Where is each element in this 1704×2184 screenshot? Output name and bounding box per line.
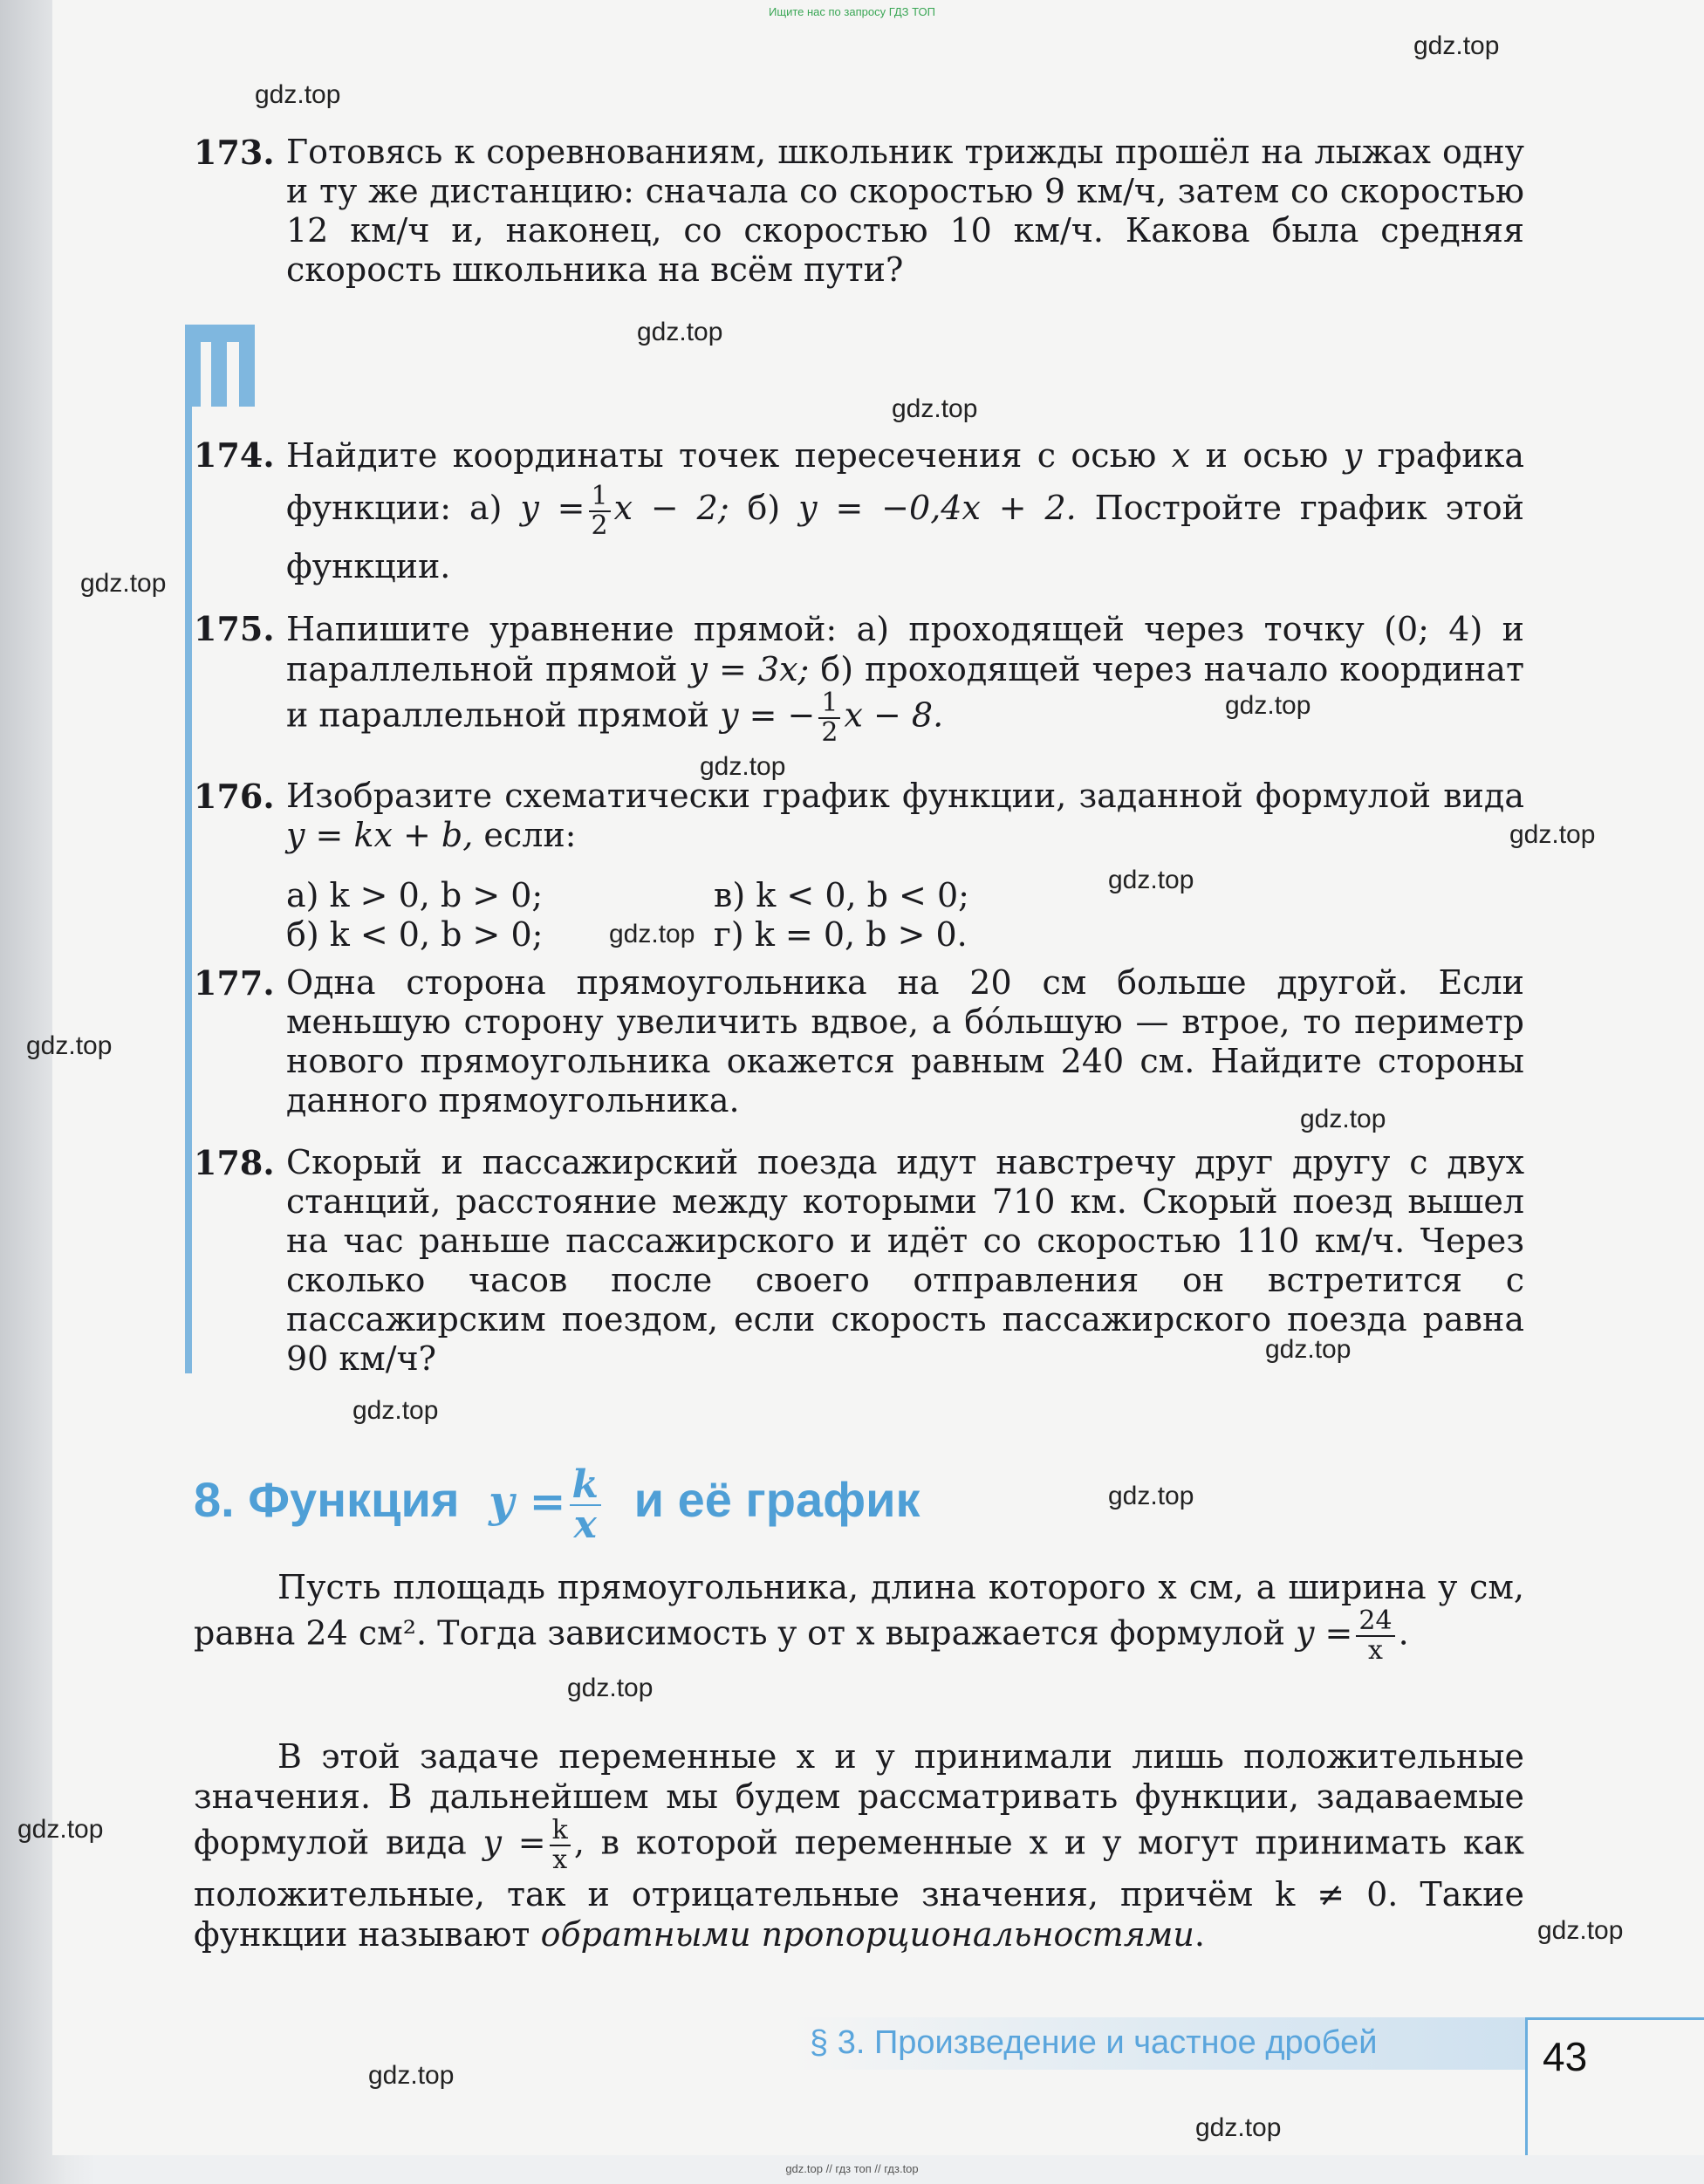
watermark: gdz.top <box>1413 31 1500 60</box>
problem-174: 174. Найдите координаты точек пересечения с осью x и осью y графика функции: а) y = $\frac{1}{2}$ x − 2; б) y = −0,4x + 2. Постройте график этой функции. <box>194 429 1524 592</box>
p-badge-icon <box>185 325 255 407</box>
watermark: gdz.top <box>368 2061 455 2090</box>
watermark: gdz.top <box>1108 1482 1194 1510</box>
option: в) k < 0, b < 0; <box>714 876 969 914</box>
problem-number: 173. <box>194 133 275 172</box>
problem-number: 174. <box>194 435 275 475</box>
option: а) k > 0, b > 0; <box>286 876 544 914</box>
option: б) k < 0, b > 0; <box>286 915 544 954</box>
page-number: 43 <box>1543 2034 1588 2079</box>
paragraph: В этой задаче переменные x и y принимали лишь положительные значения. В дальнейшем мы будем рассматривать функции, задаваемые формулой вида y = $\frac{k}{x}$ , в которой переменные x и y могут принимать как положительные, так и отрицательные значения, причём k ≠ 0. Такие функции называют обратными пропорциональностями. <box>194 1737 1525 1954</box>
heading-formula: y = $\frac{k}{x}$ <box>489 1475 605 1527</box>
watermark: gdz.top <box>700 752 786 781</box>
watermark: gdz.top <box>1265 1335 1352 1364</box>
problem-number: 177. <box>194 963 275 1003</box>
watermark: gdz.top <box>637 318 723 346</box>
chapter-title: § 3. Произведение и частное дробей <box>810 2024 1378 2061</box>
problem-number: 178. <box>194 1143 275 1182</box>
watermark: gdz.top <box>609 920 695 948</box>
problem-text: Одна сторона прямоугольника на 20 см больше другой. Если меньшую сторону увеличить вдвое, а бóльшую — втрое, то периметр нового прямоугольника окажется равным 240 см. Найдите стороны данного прямоугольника. <box>286 963 1524 1119</box>
problem-177 <box>194 963 1524 1120</box>
top-banner[interactable]: Ищите нас по запросу ГДЗ ТОП <box>769 5 935 18</box>
watermark: gdz.top <box>567 1674 654 1702</box>
section-heading: 8. Функция y = $\frac{k}{x}$ и её график <box>194 1462 920 1547</box>
problem-text: Готовясь к соревнованиям, школьник трижды прошёл на лыжах одну и ту же дистанцию: сначала со скоростью 9 км/ч, затем со скоростью 12 км/ч и, наконец, со скоростью 10 км/ч. Какова была средняя скорость школьника на всём пути? <box>286 133 1524 289</box>
footer-links[interactable]: gdz.top // гдз топ // гдз.top <box>785 2162 919 2175</box>
section-bar <box>185 342 192 1373</box>
watermark: gdz.top <box>1195 2113 1282 2142</box>
watermark: gdz.top <box>352 1396 439 1425</box>
watermark: gdz.top <box>1537 1916 1624 1945</box>
watermark: gdz.top <box>892 394 978 423</box>
fraction: $\frac{1}{2}$ <box>589 483 611 540</box>
watermark: gdz.top <box>1108 866 1194 894</box>
option: г) k = 0, b > 0. <box>714 915 968 954</box>
problem-178 <box>194 1143 1524 1379</box>
watermark: gdz.top <box>1225 691 1311 720</box>
watermark: gdz.top <box>17 1815 104 1844</box>
fraction: $\frac{k}{x}$ <box>550 1817 571 1874</box>
watermark: gdz.top <box>1300 1105 1386 1133</box>
watermark: gdz.top <box>255 80 341 109</box>
problem-number: 175. <box>194 609 275 648</box>
paragraph: Пусть площадь прямоугольника, длина которого x см, а ширина y см, равна 24 см². Тогда зависимость y от x выражается формулой y = $\frac{24}{x}$ . <box>194 1568 1524 1666</box>
fraction: $\frac{1}{2}$ <box>818 689 840 747</box>
problem-number: 176. <box>194 777 275 816</box>
problem-175: 175. Напишите уравнение прямой: а) проходящей через точку (0; 4) и параллельной прямой y = 3x; б) проходящей через начало координат и параллельной прямой y = − $\frac{1}{2}$ x − 8. <box>194 609 1524 748</box>
watermark: gdz.top <box>26 1031 113 1060</box>
watermark: gdz.top <box>80 569 167 598</box>
watermark: gdz.top <box>1509 820 1596 849</box>
problem-173 <box>194 133 1524 290</box>
problem-text: Скорый и пассажирский поезда идут навстречу друг другу с двух станций, расстояние между которыми 710 км. Скорый поезд вышел на час раньше пассажирского и идёт со скоростью 110 км/ч. Через сколько часов после своего отправления он встретится с пассажирским поездом, если скорость пассажирского поезда равна 90 км/ч? <box>286 1143 1524 1378</box>
fraction: $\frac{24}{x}$ <box>1356 1607 1394 1665</box>
problem-176: 176. Изобразите схематически график функции, заданной формулой вида y = kx + b, если: <box>194 777 1524 854</box>
